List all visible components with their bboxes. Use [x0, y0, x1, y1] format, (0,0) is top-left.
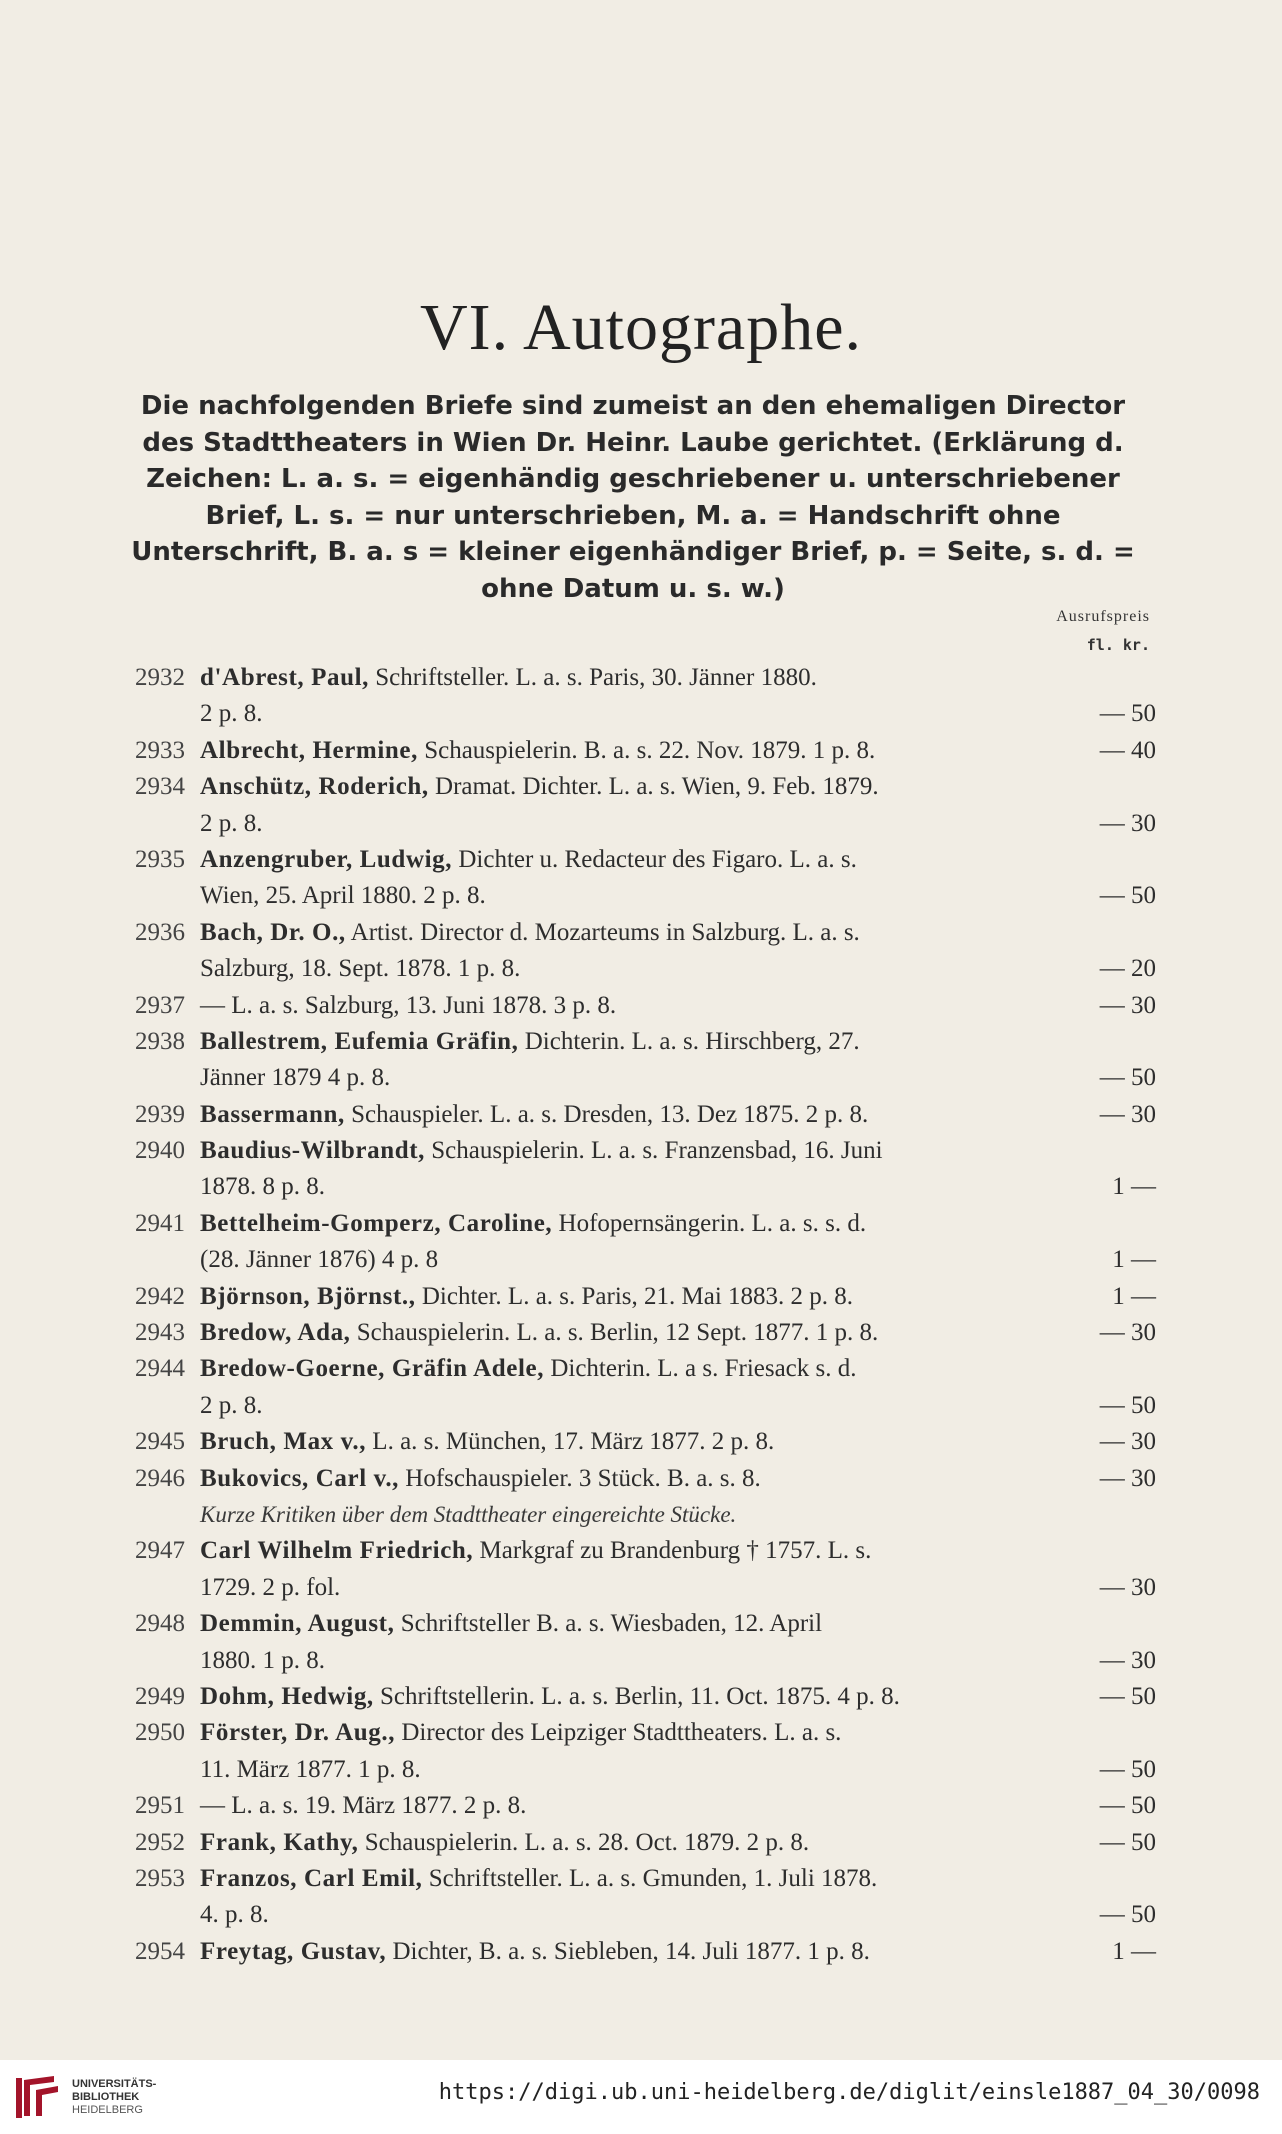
- entry-price: — 50: [1099, 1901, 1156, 1929]
- entry-price: — 30: [1099, 1573, 1156, 1601]
- entry-description: 2 p. 8.: [200, 700, 263, 728]
- entry-description: — L. a. s. 19. März 1877. 2 p. 8.: [200, 1792, 527, 1820]
- entry-text: [200, 1861, 877, 1897]
- catalog-entry: [0, 660, 1282, 733]
- catalog-entry: [0, 1279, 1282, 1315]
- lot-number: 2936: [135, 918, 185, 946]
- catalog-entry: [0, 769, 1282, 842]
- entry-description: 4. p. 8.: [200, 1901, 269, 1929]
- catalog-entry: [0, 1934, 1282, 1970]
- entry-text: [200, 1206, 866, 1242]
- entry-line: [0, 1643, 1282, 1679]
- entry-description: 2 p. 8.: [200, 809, 263, 837]
- entry-description: Schriftsteller B. a. s. Wiesbaden, 12. April: [400, 1610, 823, 1638]
- library-logo-icon: [14, 2072, 66, 2122]
- logo-line-2: BIBLIOTHEK: [72, 2091, 140, 2103]
- entry-description: Schriftsteller. L. a. s. Paris, 30. Jänner 1880.: [375, 664, 817, 691]
- entry-description: Schauspieler. L. a. s. Dresden, 13. Dez 1875. 2 p. 8.: [351, 1100, 869, 1128]
- entry-description: Schauspielerin. B. a. s. 22. Nov. 1879. 1 p. 8.: [424, 736, 876, 764]
- entry-line: [0, 842, 1282, 878]
- entry-text: [200, 1060, 390, 1096]
- lot-number: 2947: [135, 1537, 185, 1565]
- catalog-entry: [0, 1315, 1282, 1351]
- entry-description: Schauspielerin. L. a. s. Franzensbad, 16. Juni: [431, 1137, 883, 1165]
- entry-line: [0, 915, 1282, 951]
- lot-number: 2940: [135, 1137, 185, 1165]
- entry-line: [0, 696, 1282, 732]
- entry-text: [200, 988, 616, 1024]
- entry-text: [200, 1606, 822, 1642]
- entry-text: [200, 951, 520, 987]
- entry-description: Artist. Director d. Mozarteums in Salzburg. L. a. s.: [350, 918, 860, 946]
- entry-description: (28. Jänner 1876) 4 p. 8: [200, 1246, 439, 1274]
- entry-line: [0, 1570, 1282, 1606]
- entry-price: — 50: [1099, 700, 1156, 728]
- entry-price: — 50: [1099, 1682, 1156, 1710]
- lot-number: 2949: [135, 1682, 185, 1710]
- entry-description: Dichterin. L. a. s. Hirschberg, 27.: [524, 1027, 860, 1055]
- entry-line: [0, 1169, 1282, 1205]
- entry-line: [0, 806, 1282, 842]
- person-name: Bredow, Ada,: [200, 1319, 351, 1347]
- entry-line: [0, 769, 1282, 805]
- person-name: Ballestrem, Eufemia Gräfin,: [200, 1027, 519, 1055]
- entry-text: [200, 696, 263, 732]
- person-name: Freytag, Gustav,: [200, 1937, 387, 1965]
- logo-line-1: UNIVERSITÄTS-: [72, 2078, 157, 2090]
- intro-paragraph: Die nachfolgenden Briefe sind zumeist an den ehemaligen Director des Stadttheaters in Wien Dr. Heinr. Laube gerichtet. (Erklärung d. Zeichen: L. a. s. = eigenhändig geschriebener u. unterschriebener Brief, L. s. = nur unterschrieben, M. a. = Handschrift ohne Unterschrift, B. a. s = kleiner eigenhändiger Brief, p. = Seite, s. d. = ohne Datum u. s. w.): [131, 391, 1135, 604]
- entry-description: Schriftsteller. L. a. s. Gmunden, 1. Juli 1878.: [428, 1864, 878, 1892]
- entry-description: Dramat. Dichter. L. a. s. Wien, 9. Feb. 1879.: [435, 773, 879, 801]
- lot-number: 2939: [135, 1100, 185, 1128]
- entry-line: [0, 1279, 1282, 1315]
- entry-price: — 50: [1099, 1064, 1156, 1092]
- lot-number: 2954: [135, 1937, 185, 1965]
- price-units: fl. kr.: [1086, 636, 1150, 654]
- catalog-entry: [0, 1679, 1282, 1715]
- entry-line: [0, 660, 1282, 696]
- person-name: Bach, Dr. O.,: [200, 918, 346, 946]
- entry-line: [0, 1679, 1282, 1715]
- catalog-entry: [0, 1461, 1282, 1534]
- person-name: Anschütz, Roderich,: [200, 773, 429, 801]
- entry-line: [0, 1825, 1282, 1861]
- catalog-entry: [0, 1533, 1282, 1606]
- entry-price: — 30: [1099, 1464, 1156, 1492]
- lot-number: 2953: [135, 1864, 185, 1892]
- lot-number: 2951: [135, 1792, 185, 1820]
- entry-description: 1878. 8 p. 8.: [200, 1173, 325, 1201]
- entry-line: [0, 951, 1282, 987]
- entry-description: Jänner 1879 4 p. 8.: [200, 1064, 391, 1092]
- entry-description: Dichter, B. a. s. Siebleben, 14. Juli 1877. 1 p. 8.: [392, 1937, 870, 1965]
- entry-description: Schriftstellerin. L. a. s. Berlin, 11. Oct. 1875. 4 p. 8.: [380, 1682, 900, 1710]
- person-name: Demmin, August,: [200, 1610, 395, 1638]
- lot-number: 2945: [135, 1428, 185, 1456]
- entry-price: — 40: [1099, 736, 1156, 764]
- lot-number: 2933: [135, 736, 185, 764]
- entry-price: — 30: [1099, 1100, 1156, 1128]
- entry-description: Schauspielerin. L. a. s. Berlin, 12 Sept. 1877. 1 p. 8.: [356, 1319, 879, 1347]
- entry-description: Dichterin. L. a s. Friesack s. d.: [550, 1355, 857, 1383]
- price-column-header: Ausrufspreis: [1056, 608, 1150, 625]
- entry-line: [0, 878, 1282, 914]
- entry-text: [200, 1752, 421, 1788]
- catalog-entries: [0, 660, 1282, 1970]
- person-name: Dohm, Hedwig,: [200, 1682, 374, 1710]
- entry-description: Hofschauspieler. 3 Stück. B. a. s. 8.: [405, 1464, 761, 1492]
- entry-line: [0, 1861, 1282, 1897]
- entry-price: — 20: [1099, 955, 1156, 983]
- person-name: Frank, Kathy,: [200, 1828, 359, 1856]
- entry-text: [200, 1351, 857, 1387]
- lot-number: 2935: [135, 845, 185, 873]
- lot-number: 2946: [135, 1464, 185, 1492]
- catalog-entry: [0, 1024, 1282, 1097]
- entry-note: Kurze Kritiken über dem Stadttheater eingereichte Stücke.: [200, 1501, 737, 1527]
- entry-description: — L. a. s. Salzburg, 13. Juni 1878. 3 p. 8.: [200, 991, 617, 1019]
- entry-text: [200, 1570, 340, 1606]
- footer-bar: [0, 2060, 1282, 2134]
- entry-line: [0, 1715, 1282, 1751]
- entry-text: [200, 806, 263, 842]
- entry-description: Salzburg, 18. Sept. 1878. 1 p. 8.: [200, 955, 521, 983]
- lot-number: 2941: [135, 1209, 185, 1237]
- entry-price: 1 —: [1112, 1173, 1156, 1201]
- entry-text: [200, 1897, 269, 1933]
- entry-description: Wien, 25. April 1880. 2 p. 8.: [200, 882, 486, 910]
- entry-line: [0, 1133, 1282, 1169]
- catalog-entry: [0, 988, 1282, 1024]
- entry-price: 1 —: [1112, 1937, 1156, 1965]
- person-name: Förster, Dr. Aug.,: [200, 1719, 396, 1747]
- entry-line: [0, 1024, 1282, 1060]
- entry-line: [0, 1752, 1282, 1788]
- entry-price: — 50: [1099, 882, 1156, 910]
- entry-text: [200, 1679, 900, 1715]
- entry-text: [200, 1279, 853, 1315]
- catalog-entry: [0, 1206, 1282, 1279]
- lot-number: 2944: [135, 1355, 185, 1383]
- entry-description: Director des Leipziger Stadttheaters. L. a. s.: [401, 1719, 842, 1747]
- entry-text: [200, 915, 860, 951]
- entry-text: [200, 1788, 526, 1824]
- entry-line: [0, 1788, 1282, 1824]
- lot-number: 2943: [135, 1319, 185, 1347]
- person-name: d'Abrest, Paul,: [200, 664, 369, 691]
- lot-number: 2948: [135, 1610, 185, 1638]
- entry-text: [200, 1169, 325, 1205]
- entry-description: 2 p. 8.: [200, 1391, 263, 1419]
- entry-text: [200, 842, 857, 878]
- entry-line: [0, 988, 1282, 1024]
- person-name: Franzos, Carl Emil,: [200, 1864, 423, 1892]
- entry-text: [200, 1242, 438, 1278]
- entry-price: — 30: [1099, 1428, 1156, 1456]
- entry-line: [0, 1533, 1282, 1569]
- entry-line: [0, 1351, 1282, 1387]
- lot-number: 2942: [135, 1282, 185, 1310]
- catalog-entry: [0, 1351, 1282, 1424]
- entry-text: [200, 1825, 809, 1861]
- lot-number: 2952: [135, 1828, 185, 1856]
- catalog-entry: [0, 1606, 1282, 1679]
- logo-line-3: HEIDELBERG: [72, 2104, 143, 2116]
- entry-text: [200, 1934, 870, 1970]
- person-name: Baudius-Wilbrandt,: [200, 1137, 426, 1165]
- person-name: Anzengruber, Ludwig,: [200, 845, 453, 873]
- lot-number: 2938: [135, 1027, 185, 1055]
- entry-text: [200, 733, 875, 769]
- library-logo-text: [72, 2078, 156, 2117]
- entry-text: [200, 1315, 878, 1351]
- entry-text: [200, 1424, 774, 1460]
- entry-line: [0, 1060, 1282, 1096]
- entry-price: — 30: [1099, 809, 1156, 837]
- entry-line: [0, 1934, 1282, 1970]
- entry-line: [0, 733, 1282, 769]
- catalog-entry: [0, 842, 1282, 915]
- catalog-entry: [0, 1715, 1282, 1788]
- entry-text: [200, 1024, 860, 1060]
- entry-description: 1880. 1 p. 8.: [200, 1646, 325, 1674]
- catalog-entry: [0, 1133, 1282, 1206]
- entry-line: [0, 1242, 1282, 1278]
- entry-description: 11. März 1877. 1 p. 8.: [200, 1755, 421, 1783]
- catalog-entry: [0, 1424, 1282, 1460]
- catalog-entry: [0, 1825, 1282, 1861]
- lot-number: 2937: [135, 991, 185, 1019]
- entry-line: [0, 1461, 1282, 1497]
- entry-line: [0, 1388, 1282, 1424]
- entry-price: — 30: [1099, 991, 1156, 1019]
- entry-text: [200, 769, 879, 805]
- entry-text: [200, 1715, 841, 1751]
- entry-text: [200, 1097, 868, 1133]
- entry-line: [0, 1897, 1282, 1933]
- page-title: VI. Autographe.: [419, 291, 863, 364]
- person-name: Bassermann,: [200, 1100, 345, 1128]
- person-name: Björnson, Björnst.,: [200, 1282, 416, 1310]
- entry-line: [0, 1206, 1282, 1242]
- lot-number: 2950: [135, 1719, 185, 1747]
- entry-price: — 50: [1099, 1828, 1156, 1856]
- entry-text: [200, 660, 817, 696]
- entry-text: [200, 1461, 761, 1497]
- person-name: Bruch, Max v.,: [200, 1428, 367, 1456]
- entry-price: — 50: [1099, 1792, 1156, 1820]
- entry-text: [200, 1388, 263, 1424]
- person-name: Bettelheim-Gomperz, Caroline,: [200, 1209, 553, 1237]
- person-name: Bukovics, Carl v.,: [200, 1464, 400, 1492]
- entry-description: L. a. s. München, 17. März 1877. 2 p. 8.: [372, 1428, 775, 1456]
- catalog-entry: [0, 733, 1282, 769]
- source-url[interactable]: https://digi.ub.uni-heidelberg.de/diglit/einsle1887_04_30/0098: [438, 2080, 1260, 2105]
- entry-line: [0, 1315, 1282, 1351]
- entry-description: Schauspielerin. L. a. s. 28. Oct. 1879. 2 p. 8.: [364, 1828, 810, 1856]
- entry-price: — 30: [1099, 1319, 1156, 1347]
- entry-description: Dichter. L. a. s. Paris, 21. Mai 1883. 2 p. 8.: [421, 1282, 854, 1310]
- entry-line: [0, 1606, 1282, 1642]
- lot-number: 2934: [135, 773, 185, 801]
- entry-line: [0, 1424, 1282, 1460]
- entry-text: [200, 1643, 325, 1679]
- person-name: Carl Wilhelm Friedrich,: [200, 1537, 474, 1565]
- person-name: Bredow-Goerne, Gräfin Adele,: [200, 1355, 545, 1383]
- entry-text: [200, 1133, 883, 1169]
- catalog-entry: [0, 1097, 1282, 1133]
- catalog-entry: [0, 1861, 1282, 1934]
- entry-line: [0, 1097, 1282, 1133]
- entry-description: Markgraf zu Brandenburg † 1757. L. s.: [479, 1537, 872, 1565]
- entry-text: [200, 1533, 871, 1569]
- entry-price: 1 —: [1112, 1246, 1156, 1274]
- entry-price: — 30: [1099, 1646, 1156, 1674]
- entry-price: 1 —: [1112, 1282, 1156, 1310]
- entry-text: [200, 878, 486, 914]
- entry-description: Dichter u. Redacteur des Figaro. L. a. s.: [458, 845, 857, 873]
- entry-description: Hofopernsängerin. L. a. s. s. d.: [558, 1209, 867, 1237]
- entry-description: 1729. 2 p. fol.: [200, 1573, 341, 1601]
- entry-note-line: [0, 1497, 1282, 1533]
- entry-price: — 50: [1099, 1391, 1156, 1419]
- catalog-entry: [0, 1788, 1282, 1824]
- catalog-entry: [0, 915, 1282, 988]
- entry-price: — 50: [1099, 1755, 1156, 1783]
- lot-number: 2932: [135, 664, 185, 691]
- person-name: Albrecht, Hermine,: [200, 736, 418, 764]
